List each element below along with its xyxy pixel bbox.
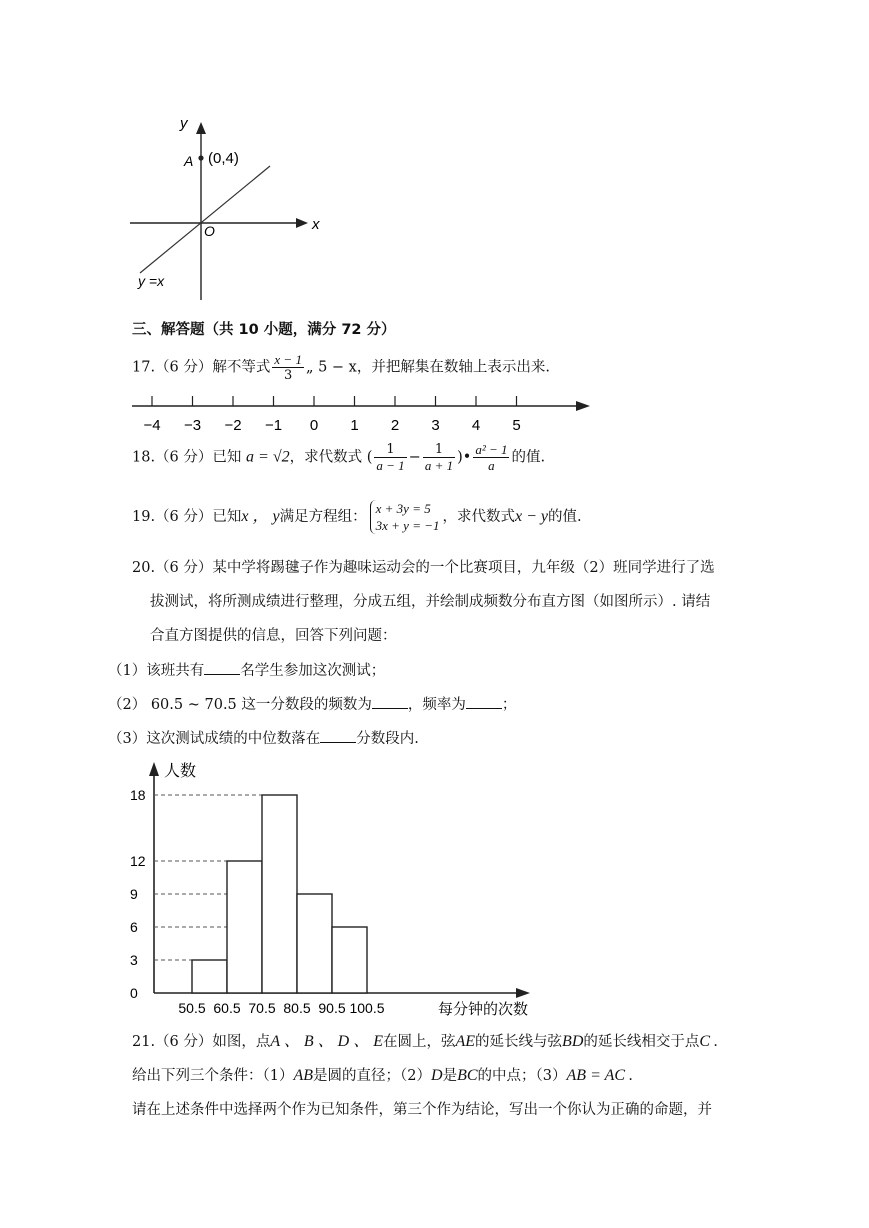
chart-y-tick-label: 12 bbox=[130, 853, 146, 869]
question-21-line-2: 给出下列三个条件：（1）AB是圆的直径；（2）D是BC的中点；（3）AB = AC . bbox=[132, 1067, 634, 1084]
q20-part-2: （2） 60.5 ~ 70.5 这一分数段的频数为 ，频率为 ； bbox=[108, 694, 516, 715]
q18-prefix: 18.（6 分）已知 bbox=[132, 449, 242, 466]
histogram-chart bbox=[110, 756, 550, 1028]
q18-mid: ，求代数式 bbox=[289, 449, 363, 466]
number-line-tick-label: −1 bbox=[264, 417, 283, 434]
q17-frac-num: x − 1 bbox=[274, 352, 302, 367]
chart-x-tick-label: 80.5 bbox=[283, 1000, 311, 1016]
q18-suffix: 的值. bbox=[511, 449, 546, 466]
question-21-line-3: 请在上述条件中选择两个作为已知条件，第三个作为结论，写出一个你认为正确的命题，并 bbox=[132, 1102, 712, 1118]
question-17 bbox=[132, 352, 550, 383]
chart-y-tick-label: 6 bbox=[130, 919, 138, 935]
q18-given: a = √2 bbox=[246, 448, 290, 466]
origin-label: O bbox=[204, 223, 215, 239]
q17-suffix: ，并把解集在数轴上表示出来. bbox=[356, 359, 550, 376]
x-axis-label: x bbox=[312, 216, 320, 233]
q20-part-3: （3）这次测试成绩的中位数落在 分数段内. bbox=[108, 728, 419, 749]
q20-blank-2[interactable] bbox=[372, 694, 408, 709]
number-line-tick-label: −3 bbox=[183, 417, 202, 434]
chart-x-label: 每分钟的次数 bbox=[438, 1001, 529, 1018]
histogram-bar bbox=[297, 894, 332, 993]
question-18: 18.（6 分）已知 a = √2，求代数式 ( $\frac{1}{a - 1}$ − $\frac{1}{a + 1}$ )• $\frac{\text{a² − 1}}{a}$ 的值. bbox=[132, 442, 546, 473]
chart-x-tick-label: 100.5 bbox=[349, 1000, 385, 1016]
q18-frac-1: $\frac{1}{a - 1}$ bbox=[376, 442, 405, 473]
q19-vars: x ， y bbox=[241, 508, 280, 525]
q19-mid: 满足方程组： bbox=[279, 509, 367, 525]
q20-line-2: 拔测试，将所测成绩进行整理，分成五组，并绘制成频数分布直方图（如图所示）. 请结 bbox=[150, 594, 711, 610]
coordinate-graph bbox=[120, 108, 340, 308]
number-line-tick-label: 0 bbox=[309, 417, 319, 434]
chart-y-arrow-icon bbox=[149, 762, 159, 776]
q20-part-1: （1）该班共有 名学生参加这次测试； bbox=[108, 660, 385, 681]
q17-prefix: 17.（6 分）解不等式 bbox=[132, 359, 271, 376]
q20-blank-1[interactable] bbox=[204, 660, 240, 675]
number-line-tick-label: 1 bbox=[350, 417, 359, 434]
q19-prefix: 19.（6 分）已知 bbox=[132, 509, 242, 525]
q19-system bbox=[370, 500, 440, 534]
number-line-arrow-icon bbox=[576, 401, 590, 411]
chart-x-tick-label: 70.5 bbox=[248, 1000, 276, 1016]
question-21-line-1: 21.（6 分）如图，点A 、 B 、 D 、 E在圆上，弦AE的延长线与弦BD的延长线相交于点C . bbox=[132, 1033, 719, 1050]
q20-line-1: 20.（6 分）某中学将踢毽子作为趣味运动会的一个比赛项目，九年级（2）班同学进行了选 bbox=[132, 560, 715, 576]
x-axis-arrow-icon bbox=[296, 218, 308, 228]
histogram-bar bbox=[192, 960, 227, 993]
q17-relation: „ 5 − x bbox=[305, 359, 357, 376]
number-line-tick-label: 4 bbox=[471, 417, 481, 434]
chart-y-tick-label: 3 bbox=[130, 952, 138, 968]
number-line-tick-label: 5 bbox=[512, 417, 521, 434]
histogram-bar bbox=[332, 927, 367, 993]
q18-frac-3: $\frac{\text{a² − 1}}{a}$ bbox=[475, 442, 508, 473]
section-title: 三、解答题（共 10 小题，满分 72 分） bbox=[132, 322, 396, 338]
chart-y-label: 人数 bbox=[164, 763, 197, 780]
q20-line-3: 合直方图提供的信息，回答下列问题： bbox=[150, 628, 397, 644]
y-axis-arrow-icon bbox=[196, 122, 206, 134]
question-19 bbox=[132, 500, 582, 534]
q19-eq1: x + 3y = 5 bbox=[375, 501, 431, 516]
y-axis-label: y bbox=[180, 115, 188, 132]
number-line-tick-label: 2 bbox=[390, 417, 400, 434]
q19-suffix: 的值. bbox=[547, 509, 582, 525]
q20-blank-4[interactable] bbox=[320, 728, 356, 743]
point-a-coord: (0,4) bbox=[208, 150, 239, 167]
q17-frac-den: 3 bbox=[284, 368, 293, 383]
histogram-bar bbox=[227, 861, 262, 993]
number-line-tick-label: −4 bbox=[143, 417, 161, 434]
q18-frac-2: $\frac{1}{a + 1}$ bbox=[424, 442, 454, 473]
chart-x-tick-label: 90.5 bbox=[318, 1000, 346, 1016]
number-line bbox=[130, 390, 600, 436]
q21-points: A 、 B 、 D 、 E bbox=[270, 1033, 383, 1050]
histogram-bar bbox=[262, 795, 297, 993]
q17-fraction bbox=[272, 352, 304, 383]
chart-y-tick-label: 9 bbox=[130, 886, 138, 902]
line-y-equals-x bbox=[140, 166, 270, 273]
number-line-tick-label: 3 bbox=[431, 417, 440, 434]
q19-mid2: ，求代数式 bbox=[442, 509, 515, 525]
line-label: y =x bbox=[138, 273, 165, 289]
chart-y-tick-label: 18 bbox=[130, 787, 146, 803]
q19-expr: x − y bbox=[514, 508, 548, 525]
chart-y-tick-label: 0 bbox=[130, 985, 138, 1001]
point-a-label: A bbox=[184, 153, 194, 169]
chart-x-arrow-icon bbox=[516, 988, 530, 998]
q19-eq2: 3x + y = −1 bbox=[375, 518, 440, 533]
chart-x-tick-label: 60.5 bbox=[213, 1000, 241, 1016]
number-line-tick-label: −2 bbox=[224, 417, 242, 434]
chart-x-tick-label: 50.5 bbox=[178, 1000, 206, 1016]
q20-blank-3[interactable] bbox=[466, 694, 502, 709]
point-a bbox=[198, 155, 203, 160]
